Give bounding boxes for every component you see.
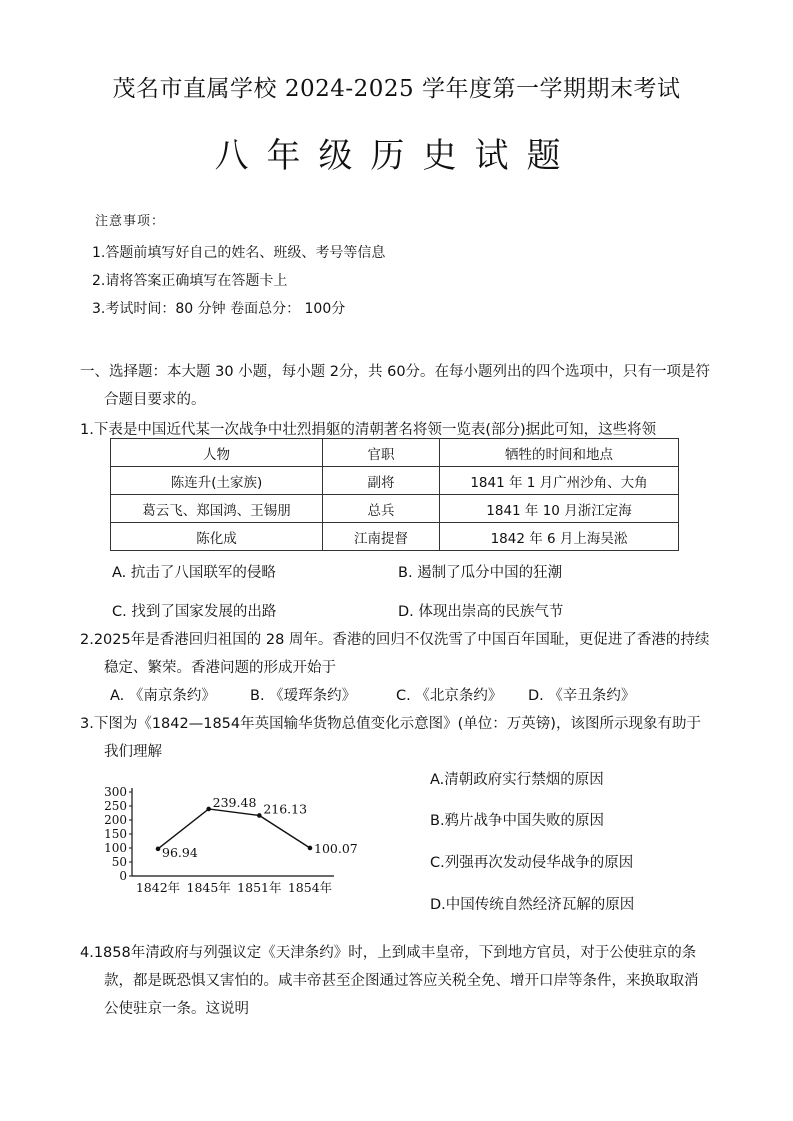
- note-item: 3.考试时间：80 分钟 卷面总分： 100分: [92, 301, 346, 317]
- q2-option-c: C. 《北京条约》: [396, 688, 503, 704]
- section-instruction-cont: 合题目要求的。: [104, 392, 206, 408]
- data-label: 216.13: [263, 801, 308, 817]
- table-cell: 1841 年 10 月浙江定海: [440, 495, 679, 523]
- x-tick-label: 1851年: [237, 880, 282, 895]
- q2-option-a: A. 《南京条约》: [110, 688, 216, 704]
- q1-option-b: B. 遏制了瓜分中国的狂潮: [398, 565, 563, 581]
- trade-value-line-chart: [98, 782, 358, 900]
- q3-option-c: C.列强再次发动侵华战争的原因: [430, 855, 634, 871]
- table-row: [111, 523, 679, 551]
- y-tick-label: 200: [104, 813, 127, 827]
- question-4-stem-cont: 公使驻京一条。这说明: [104, 1001, 249, 1017]
- x-tick-label: 1845年: [186, 880, 231, 895]
- y-tick-label: 250: [104, 799, 127, 813]
- table-row: [111, 467, 679, 495]
- y-tick-label: 50: [111, 855, 127, 869]
- q1-option-c: C. 找到了国家发展的出路: [112, 604, 277, 620]
- table-header-cell: 牺牲的时间和地点: [440, 439, 679, 467]
- table-cell: 江南提督: [323, 523, 440, 551]
- question-2-stem: 2.2025年是香港回归祖国的 28 周年。香港的回归不仅洗雪了中国百年国耻，更促进了香港的持续: [80, 632, 710, 648]
- y-tick-label: 150: [104, 827, 127, 841]
- table-header-row: [111, 439, 679, 467]
- question-4-stem: 4.1858年清政府与列强议定《天津条约》时，上到咸丰皇帝，下到地方官员，对于公使驻京的条: [80, 945, 697, 961]
- note-item: 2.请将答案正确填写在答题卡上: [92, 273, 288, 289]
- y-tick-label: 300: [104, 785, 127, 799]
- exam-title: 茂名市直属学校 2024-2025 学年度第一学期期末考试: [112, 76, 681, 102]
- question-3-stem-cont: 我们理解: [104, 744, 162, 760]
- notes-heading: 注意事项：: [95, 214, 166, 229]
- table-row: [111, 495, 679, 523]
- x-tick-label: 1854年: [287, 880, 333, 895]
- q3-option-a: A.清朝政府实行禁烟的原因: [430, 772, 604, 788]
- table-cell: 陈连升(土家族): [111, 467, 323, 495]
- table-header-cell: 官职: [323, 439, 440, 467]
- generals-table: [110, 438, 679, 551]
- q1-option-a: A. 抗击了八国联军的侵略: [112, 565, 276, 581]
- data-point: [206, 807, 211, 812]
- table-cell: 副将: [323, 467, 440, 495]
- data-label: 96.94: [162, 844, 198, 860]
- table-cell: 陈化成: [111, 523, 323, 551]
- y-tick-label: 0: [119, 869, 127, 883]
- table-cell: 1841 年 1 月广州沙角、大角: [440, 467, 679, 495]
- data-label: 100.07: [314, 840, 358, 856]
- q2-option-d: D. 《辛丑条约》: [528, 688, 636, 704]
- data-point: [257, 813, 262, 818]
- table-cell: 葛云飞、郑国鸿、王锡朋: [111, 495, 323, 523]
- question-2-stem-cont: 稳定、繁荣。香港问题的形成开始于: [104, 660, 336, 676]
- data-label: 239.48: [212, 794, 257, 810]
- table-cell: 1842 年 6 月上海吴淞: [440, 523, 679, 551]
- question-3-stem: 3.下图为《1842—1854年英国输华货物总值变化示意图》(单位：万英镑)，该图所示现象有助于: [80, 716, 701, 732]
- table-header-cell: 人物: [111, 439, 323, 467]
- x-tick-label: 1842年: [135, 880, 181, 895]
- data-point: [308, 846, 313, 851]
- data-point: [156, 847, 161, 852]
- exam-subtitle: 八年级历史试题: [214, 136, 579, 176]
- question-1-stem: 1.下表是中国近代某一次战争中壮烈捐躯的清朝著名将领一览表(部分)据此可知，这些将领: [80, 422, 657, 438]
- section-instruction: 一、选择题：本大题 30 小题，每小题 2分，共 60分。在每小题列出的四个选项中，只有一项是符: [80, 364, 711, 380]
- note-item: 1.答题前填写好自己的姓名、班级、考号等信息: [92, 245, 386, 261]
- table-cell: 总兵: [323, 495, 440, 523]
- q2-option-b: B. 《瑷珲条约》: [250, 688, 357, 704]
- q3-option-d: D.中国传统自然经济瓦解的原因: [430, 897, 635, 913]
- q1-option-d: D. 体现出崇高的民族气节: [398, 604, 564, 620]
- question-4-stem-cont: 款，都是既恐惧又害怕的。咸丰帝甚至企图通过答应关税全免、增开口岸等条件，来换取取消: [104, 973, 699, 989]
- y-tick-label: 100: [104, 841, 127, 855]
- q3-option-b: B.鸦片战争中国失败的原因: [430, 813, 605, 829]
